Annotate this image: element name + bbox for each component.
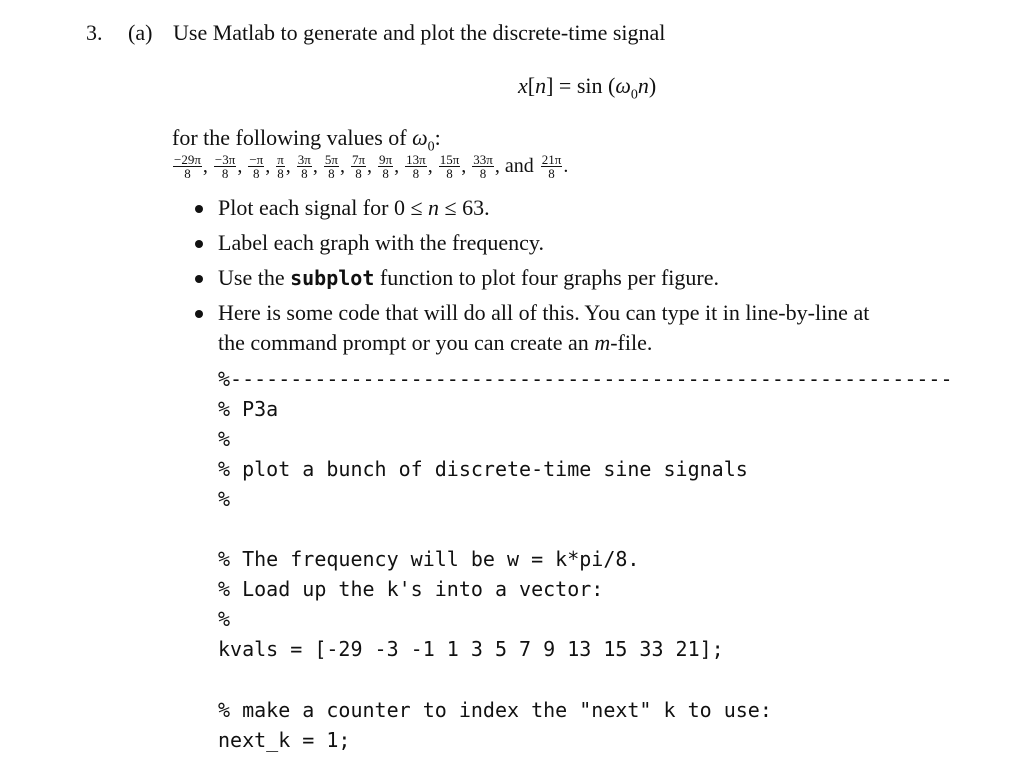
- frequency-fraction: [248, 153, 264, 180]
- fraction-denominator: 8: [548, 166, 555, 181]
- fraction-denominator: 8: [382, 166, 389, 181]
- fraction-denominator: 8: [221, 166, 229, 181]
- frequency-fraction: [173, 153, 202, 180]
- fraction-numerator: 7π: [351, 152, 366, 167]
- frequency-fraction: [324, 153, 339, 180]
- bullet-1-post: ≤ 63.: [439, 195, 490, 220]
- frequency-fraction: [214, 153, 236, 180]
- bullet-1-pre: Plot each signal for 0 ≤: [218, 195, 429, 220]
- eq-lhs-var: x: [518, 73, 528, 98]
- fraction-numerator: 13π: [406, 152, 426, 167]
- fraction-numerator: −π: [249, 152, 264, 167]
- frequency-fraction: [297, 153, 312, 180]
- fraction-denominator: 8: [184, 166, 191, 181]
- list-comma: ,: [494, 155, 500, 177]
- bullet-dot: [195, 275, 203, 283]
- code-line: next_k = 1;: [218, 728, 351, 752]
- bullet-1-var: n: [428, 195, 440, 220]
- bullet-dot: [195, 205, 203, 213]
- fraction-denominator: 8: [355, 166, 362, 181]
- bullet-label-graph: Label each graph with the frequency.: [218, 230, 544, 255]
- bullet-4-pre: the command prompt or you can create an: [218, 330, 595, 355]
- fraction-denominator: 8: [301, 166, 308, 181]
- code-line: %: [218, 487, 231, 511]
- list-and: and: [504, 155, 534, 177]
- code-line: kvals = [-29 -3 -1 1 3 5 7 9 13 15 33 21];: [218, 637, 724, 661]
- subplot-keyword: subplot: [290, 266, 375, 290]
- code-line: %: [218, 427, 231, 451]
- fraction-denominator: 8: [328, 166, 335, 181]
- frequency-fraction: [405, 153, 427, 180]
- eq-lhs-index: n: [535, 73, 547, 98]
- code-line: %: [218, 607, 231, 631]
- code-line: % make a counter to index the "next" k to use:: [218, 698, 772, 722]
- fraction-numerator: 5π: [324, 152, 338, 167]
- eq-omega: ω: [615, 73, 631, 98]
- list-comma: ,: [237, 155, 243, 177]
- bullet-dot: [195, 310, 203, 318]
- list-comma: ,: [312, 155, 318, 177]
- bullet-dot: [195, 240, 203, 248]
- fraction-numerator: −29π: [174, 152, 201, 167]
- eq-omega-sub: 0: [630, 87, 638, 103]
- code-line: % Load up the k's into a vector:: [218, 577, 604, 601]
- list-comma: ,: [202, 155, 208, 177]
- list-comma: ,: [265, 155, 271, 177]
- omega-symbol: ω: [412, 125, 428, 150]
- list-period: .: [563, 155, 569, 177]
- fraction-numerator: −3π: [214, 152, 236, 167]
- fraction-denominator: 8: [479, 166, 487, 181]
- list-comma: ,: [285, 155, 291, 177]
- frequency-fraction: [439, 153, 461, 180]
- frequency-fraction: [472, 153, 494, 180]
- list-comma: ,: [394, 155, 400, 177]
- list-comma: ,: [427, 155, 433, 177]
- bullet-4-post: -file.: [610, 330, 653, 355]
- bullet-4-m: m: [594, 330, 611, 355]
- omega-sub: 0: [427, 139, 435, 155]
- code-line: % plot a bunch of discrete-time sine signals: [218, 457, 748, 481]
- fraction-denominator: 8: [412, 166, 420, 181]
- values-intro-text: for the following values of: [172, 125, 413, 150]
- list-comma: ,: [367, 155, 373, 177]
- bullet-code-intro-line2: [218, 330, 652, 356]
- frequency-list: [172, 153, 573, 180]
- bullet-code-intro-line1: Here is some code that will do all of this. You can type it in line-by-line at: [218, 300, 870, 325]
- bullet-subplot: [218, 265, 719, 291]
- fraction-numerator: 33π: [473, 152, 493, 167]
- frequency-fraction: [378, 153, 393, 180]
- fraction-numerator: 21π: [541, 152, 562, 167]
- problem-number: 3.: [86, 20, 103, 45]
- code-line: % P3a: [218, 397, 279, 421]
- signal-equation: $x[n] = \sin (\omega_0n)$: [518, 73, 657, 103]
- frequency-fraction: [351, 153, 366, 180]
- fraction-numerator: 15π: [439, 152, 460, 167]
- frequency-fraction: [276, 153, 285, 180]
- fraction-denominator: 8: [446, 166, 453, 181]
- fraction-denominator: 8: [253, 166, 260, 181]
- bullet-3-post: function to plot four graphs per figure.: [374, 265, 719, 290]
- fraction-denominator: 8: [277, 166, 284, 181]
- problem-intro: Use Matlab to generate and plot the discrete-time signal: [173, 20, 666, 45]
- bullet-plot-range: [218, 195, 490, 221]
- fraction-numerator: π: [277, 152, 284, 167]
- fraction-numerator: 9π: [379, 152, 393, 167]
- frequency-fraction: [541, 153, 563, 180]
- problem-part: (a): [128, 20, 153, 45]
- code-line: % The frequency will be w = k*pi/8.: [218, 547, 640, 571]
- values-intro-colon: :: [434, 125, 441, 150]
- eq-arg: n: [637, 73, 649, 98]
- list-comma: ,: [461, 155, 467, 177]
- values-intro: [172, 125, 441, 155]
- list-comma: ,: [339, 155, 345, 177]
- fraction-numerator: 3π: [297, 152, 311, 167]
- code-line: %------------------------------------------------------------: [218, 367, 953, 391]
- eq-equals: =: [558, 73, 572, 98]
- eq-func: sin: [576, 73, 603, 98]
- bullet-3-pre: Use the: [218, 265, 291, 290]
